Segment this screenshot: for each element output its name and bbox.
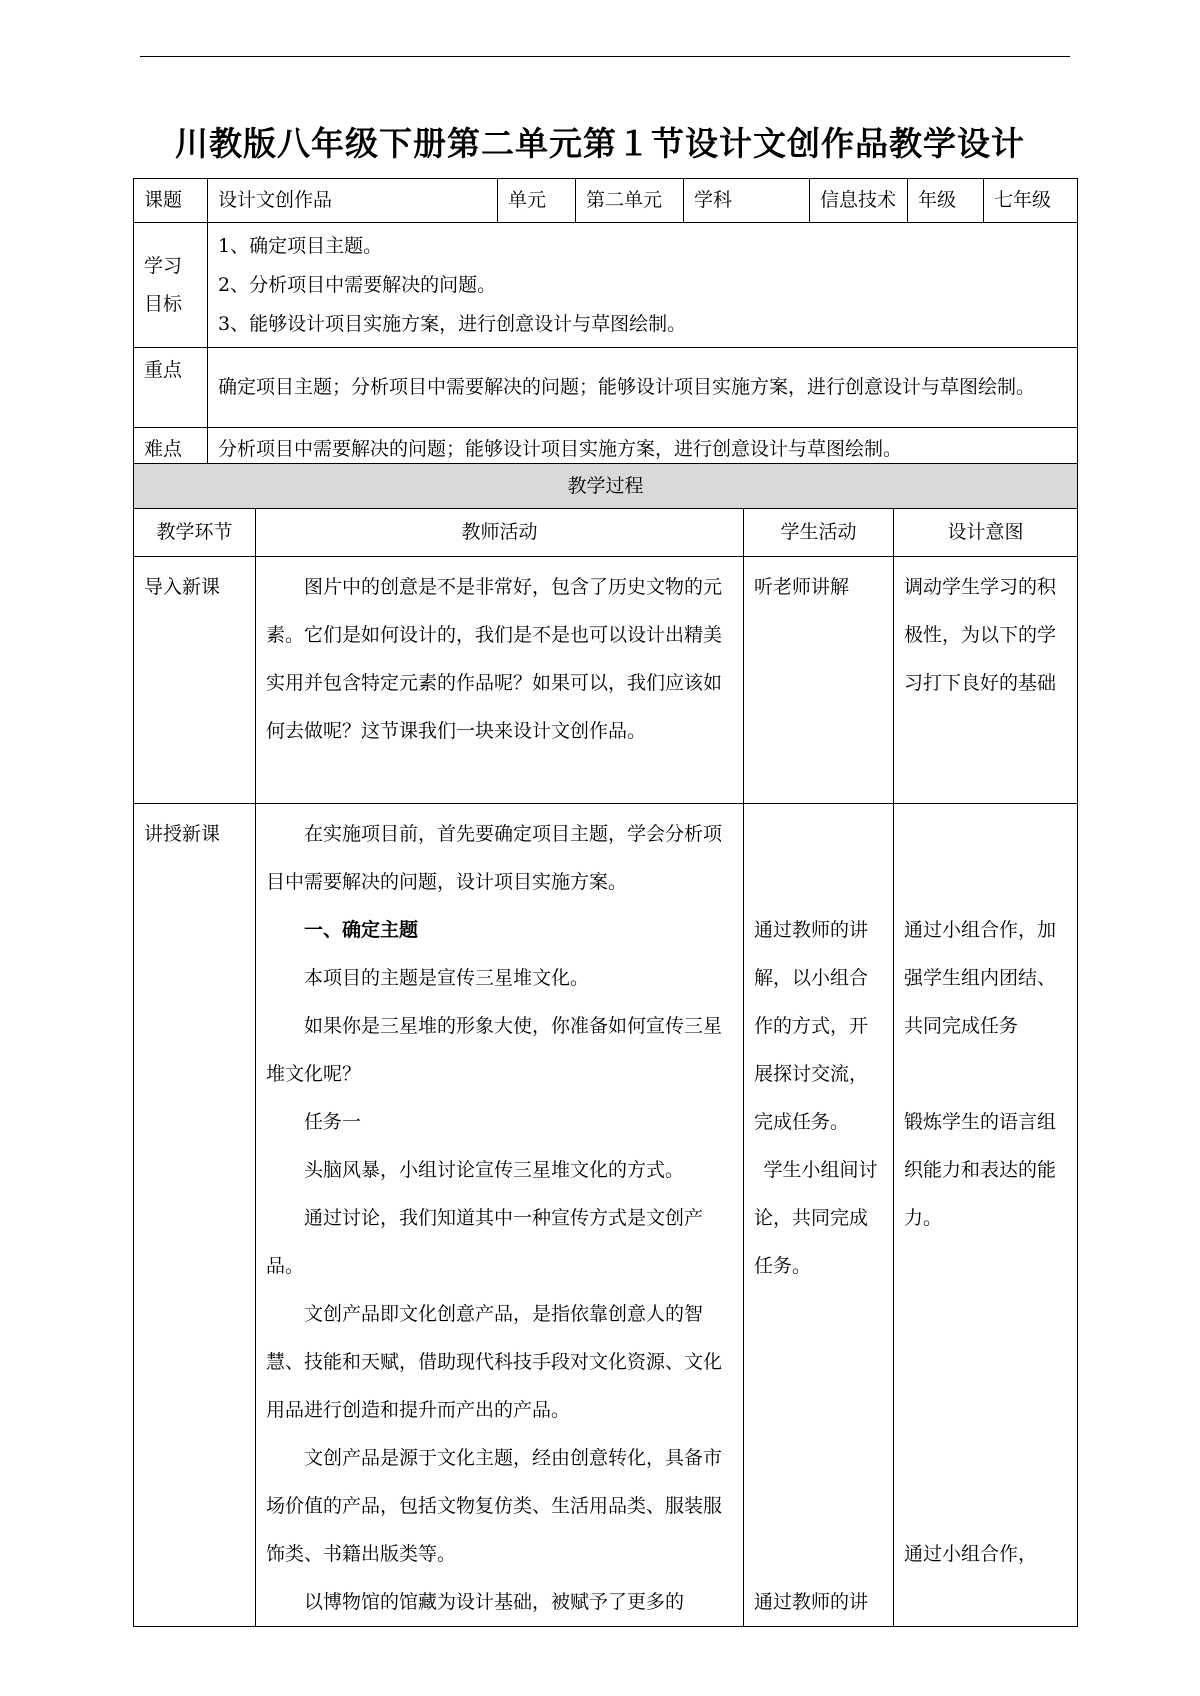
unit-label: 单元 (498, 179, 576, 223)
goal-item: 1、确定项目主题。 (218, 234, 383, 257)
document-title: 川教版八年级下册第二单元第１节设计文创作品教学设计 (175, 124, 1025, 163)
difficulty-text: 分析项目中需要解决的问题；能够设计项目实施方案，进行创意设计与草图绘制。 (208, 428, 1078, 472)
key-label: 重点 (134, 348, 208, 428)
column-header: 教学环节 (134, 509, 256, 557)
lesson-info-table (133, 178, 1078, 472)
topic-row (134, 179, 1078, 223)
goal-item: 3、能够设计项目实施方案，进行创意设计与草图绘制。 (218, 312, 687, 335)
goals-row (134, 223, 1078, 348)
teacher-paragraph: 文创产品即文化创意产品，是指依靠创意人的智慧、技能和天赋，借助现代科技手段对文化资源、文化用品进行创造和提升而产出的产品。 (266, 1303, 723, 1421)
student-paragraph: 学生小组间讨论，共同完成任务。 (754, 1159, 878, 1277)
unit-value: 第二单元 (576, 179, 684, 223)
spacer (754, 858, 883, 906)
intent-paragraph: 通过小组合作，加强学生组内团结、共同完成任务 (904, 919, 1057, 1037)
section-header-row (134, 464, 1078, 509)
teacher-paragraph: 头脑风暴，小组讨论宣传三星堆文化的方式。 (304, 1159, 685, 1181)
key-row (134, 348, 1078, 428)
header-rule (140, 56, 1070, 57)
teacher-paragraph: 文创产品是源于文化主题，经由创意转化，具备市场价值的产品，包括文物复仿类、生活用品类、服装服饰类、书籍出版类等。 (266, 1447, 723, 1565)
key-text: 确定项目主题；分析项目中需要解决的问题；能够设计项目实施方案，进行创意设计与草图绘制。 (208, 348, 1078, 428)
grade-value: 七年级 (984, 179, 1078, 223)
teacher-activity (256, 557, 744, 804)
difficulty-label: 难点 (134, 428, 208, 472)
student-activity (744, 557, 894, 804)
student-activity (744, 804, 894, 1627)
teacher-paragraph: 如果你是三星堆的形象大使，你准备如何宣传三星堆文化呢？ (266, 1015, 723, 1085)
intent-paragraph: 锻炼学生的语言组织能力和表达的能力。 (904, 1111, 1057, 1229)
lecture-row (134, 804, 1078, 1627)
stage-label: 讲授新课 (134, 804, 256, 1627)
teacher-paragraph: 图片中的创意是不是非常好，包含了历史文物的元素。它们是如何设计的，我们是不是也可以设计出精美实用并包含特定元素的作品呢？如果可以，我们应该如何去做呢？这节课我们一块来设计文创作品。 (266, 576, 723, 742)
teacher-paragraph: 以博物馆的馆藏为设计基础，被赋予了更多的 (304, 1591, 685, 1613)
stage-label: 导入新课 (134, 557, 256, 804)
section-title: 教学过程 (134, 464, 1078, 509)
intent-paragraph: 通过小组合作， (904, 1543, 1038, 1565)
intent-paragraph: 调动学生学习的积极性，为以下的学习打下良好的基础 (904, 576, 1057, 694)
design-intent (894, 804, 1078, 1627)
subject-label: 学科 (684, 179, 810, 223)
topic-label: 课题 (134, 179, 208, 223)
goal-item: 2、分析项目中需要解决的问题。 (218, 273, 497, 296)
teacher-paragraph: 通过讨论，我们知道其中一种宣传方式是文创产品。 (266, 1207, 704, 1277)
grade-label: 年级 (908, 179, 984, 223)
student-paragraph: 听老师讲解 (754, 576, 850, 598)
subject-value: 信息技术 (810, 179, 908, 223)
teacher-paragraph: 在实施项目前，首先要确定项目主题，学会分析项目中需要解决的问题，设计项目实施方案。 (266, 823, 723, 893)
spacer (904, 810, 1067, 858)
column-header: 教师活动 (256, 509, 744, 557)
spacer (754, 810, 883, 858)
spacer (904, 1242, 1067, 1530)
intro-row (134, 557, 1078, 804)
section-heading: 一、确定主题 (304, 919, 419, 941)
column-header: 设计意图 (894, 509, 1078, 557)
teacher-activity (256, 804, 744, 1627)
student-paragraph: 通过教师的讲 (754, 1591, 869, 1613)
design-intent (894, 557, 1078, 804)
spacer (904, 1050, 1067, 1098)
column-header-row (134, 509, 1078, 557)
student-paragraph: 通过教师的讲解，以小组合作的方式，开展探讨交流，完成任务。 (754, 919, 869, 1133)
teaching-process-table (133, 463, 1078, 1627)
goals-cell (208, 223, 1078, 348)
spacer (754, 1290, 883, 1578)
teacher-paragraph: 本项目的主题是宣传三星堆文化。 (304, 967, 590, 989)
topic-value: 设计文创作品 (208, 179, 498, 223)
teacher-paragraph: 任务一 (304, 1111, 362, 1133)
goals-label: 学习目标 (134, 223, 208, 348)
column-header: 学生活动 (744, 509, 894, 557)
spacer (904, 858, 1067, 906)
